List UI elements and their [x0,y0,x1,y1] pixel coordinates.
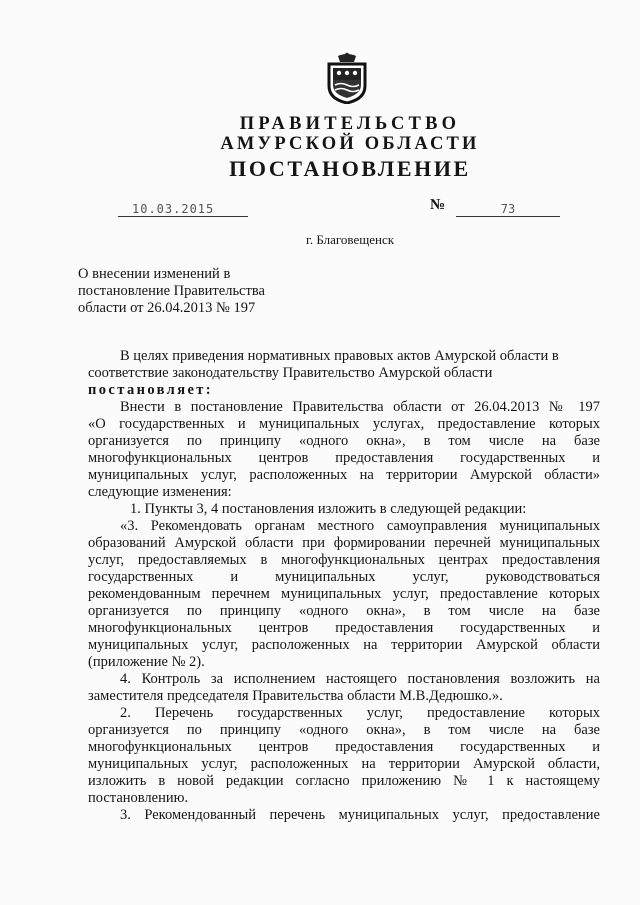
subject-line: постановление Правительства [78,283,265,299]
coat-of-arms-icon [325,52,369,104]
region-title: АМУРСКОЙ ОБЛАСТИ [220,134,480,154]
body-line: государственных и муниципальных услуг, руководствоваться [88,569,600,585]
body-line: 2. Перечень государственных услуг, предоставление которых [120,705,600,721]
body-line: Внести в постановление Правительства области от 26.04.2013 № 197 [120,399,600,415]
document-type-title: ПОСТАНОВЛЕНИЕ [229,156,471,181]
body-line: соответствие законодательству Правительство Амурской области [88,365,493,381]
body-line: услуг, предоставляемых в многофункциональных центрах предоставления [88,552,600,568]
body-line: рекомендованным перечнем муниципальных услуг, предоставление которых [88,586,600,602]
government-title: ПРАВИТЕЛЬСТВО [239,114,461,134]
body-line: муниципальных услуг, расположенных на территории Амурской области [88,637,600,653]
body-line: «О государственных и муниципальных услугах, предоставление которых [88,416,600,432]
body-line: организуется по принципу «одного окна», в том числе на базе [88,433,600,449]
body-line: В целях приведения нормативных правовых актов Амурской области в [120,348,559,364]
body-line: образований Амурской области при формировании перечней муниципальных [88,535,600,551]
number-label: № [430,197,446,213]
subject-line: О внесении изменений в [78,266,231,282]
body-line: муниципальных услуг, расположенных на территории Амурской области, [88,756,600,772]
document-number: 73 [456,202,560,217]
body-line: (приложение № 2). [88,654,205,670]
body-line: следующие изменения: [88,484,232,500]
body-line: 4. Контроль за исполнением настоящего постановления возложить на [120,671,600,687]
body-line: постановляет: [88,382,214,398]
body-line: многофункциональных центров предоставления государственных и [88,739,600,755]
document-subject [78,266,265,317]
body-line: изложить в новой редакции согласно приложению № 1 к настоящему [88,773,600,789]
body-line: заместителя председателя Правительства области М.В.Дедюшко.». [88,688,503,704]
city-label: г. Благовещенск [305,232,395,247]
body-line: 1. Пункты 3, 4 постановления изложить в следующей редакции: [130,501,527,517]
body-line: постановлению. [88,790,189,806]
subject-line: области от 26.04.2013 № 197 [78,300,256,316]
document-date: 10.03.2015 [118,202,248,217]
body-line: 3. Рекомендованный перечень муниципальных услуг, предоставление [120,807,600,823]
document-body [88,348,600,824]
body-line: организуется по принципу «одного окна», в том числе на базе [88,722,600,738]
body-line: муниципальных услуг, расположенных на территории Амурской области» [88,467,600,483]
body-line: многофункциональных центров предоставления государственных и [88,620,600,636]
body-line: «3. Рекомендовать органам местного самоуправления муниципальных [120,518,600,534]
body-line: многофункциональных центров предоставления государственных и [88,450,600,466]
body-line: организуется по принципу «одного окна», в том числе на базе [88,603,600,619]
